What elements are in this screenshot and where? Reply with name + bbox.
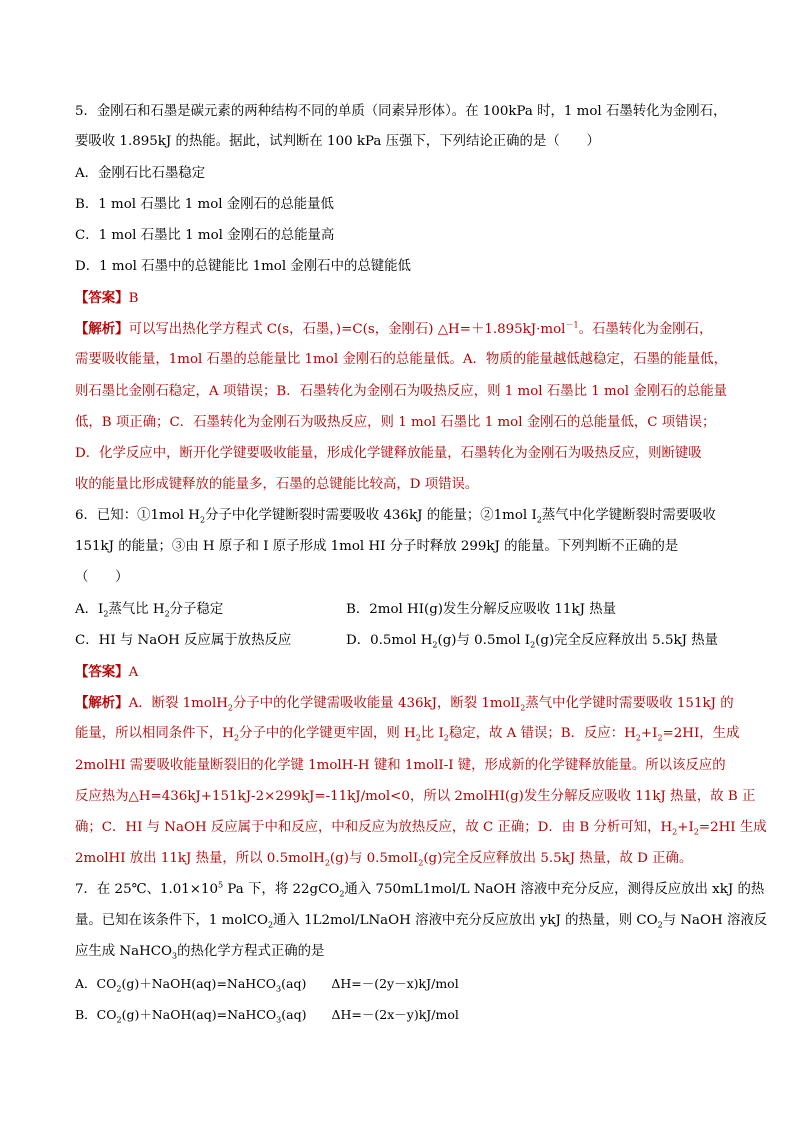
q7-stem-line-2: 量。已知在该条件下，1 molCO$_2$通入 1L2mol/LNaOH 溶液中充分反应放出 ykJ 的热量，则 $CO_2$与 NaOH 溶液反 [75,913,768,930]
q6-analysis-line-3: 2molHI 需要吸收能量断裂旧的化学键 1molH-H 键和 1molI-I 键，形成新的化学键释放能量。所以该反应的 [75,758,726,773]
answer-value: B [128,291,139,306]
q6-answer [75,664,138,681]
q6-option-d: D．0.5mol $H_2(g)$与 0.5mol $I_2(g)$完全反应释放出 5.5kJ 热量 [346,633,718,650]
q7-stem-line-3: 应生成 NaHCO$_3$的热化学方程式正确的是 [75,944,325,961]
q6-analysis-line-6: 2molHI 放出 11kJ 热量，所以 0.5molH$_2$(g)与 0.5molI$_2$(g)完全反应释放出 5.5kJ 热量，故 D 正确。 [75,851,693,868]
analysis-label: 【解析】 [75,321,129,337]
q6-analysis-line-2: 能量，所以相同条件下，$H_2$分子中的化学键更牢固，则 $H_2$比 $I_2$稳定，故 A 错误；B．反应：$H_2+I_2=2HI$，生成 [75,726,740,743]
q7-stem-line-1: 7．在 25℃、$1.01\times 10^5$ Pa 下，将 22gCO$_2$通入 750mL1mol/L NaOH 溶液中充分反应，测得反应放出 xkJ 的热 [75,880,765,899]
q7-option-b: B．$CO_2(g)+NaOH(aq)=NaHCO_3(aq)$ ΔH=－(2x－y)kJ/mol [75,1007,459,1025]
q6-analysis-line-1: 【解析】A．断裂 1molH$_2$分子中的化学键需吸收能量 436kJ，断裂 1molI$_2$蒸气中化学键时需要吸收 151kJ 的 [75,695,734,713]
q6-stem-line-2: 151kJ 的能量；③由 H 原子和 I 原子形成 1mol HI 分子时释放 299kJ 的能量。下列判断不正确的是 [75,539,679,554]
q5-answer [75,290,138,307]
q5-stem-line-1: 5．金刚石和石墨是碳元素的两种结构不同的单质（同素异形体）。在 100kPa 时，1 mol 石墨转化为金刚石， [75,104,727,119]
q5-option-c: C．1 mol 石墨比 1 mol 金刚石的总能量高 [75,228,335,243]
q5-option-b: B．1 mol 石墨比 1 mol 金刚石的总能量低 [75,197,334,212]
q6-option-a: A．$I_2$蒸气比 $H_2$分子稳定 [75,602,224,619]
q6-stem-line-3: （ ） [75,570,129,585]
q6-stem-line-1: 6．已知：①1mol $H_2$分子中化学键断裂时需要吸收 436kJ 的能量；②1mol $I_2$蒸气中化学键断裂时需要吸收 [75,508,716,525]
q5-analysis-line-2: 需要吸收能量，1mol 石墨的总能量比 1mol 金刚石的总能量低。A．物质的能量越低越稳定，石墨的能量低， [75,352,727,367]
answer-value: A [128,665,139,680]
q7-option-a: A．$CO_2(g)+NaOH(aq)=NaHCO_3(aq)$ ΔH=－(2y－x)kJ/mol [75,976,459,994]
q5-analysis-line-6: 收的能量比形成键释放的能量多，石墨的总键能比较高，D 项错误。 [75,477,479,492]
q5-analysis-line-3: 则石墨比金刚石稳定，A 项错误；B．石墨转化为金刚石为吸热反应，则 1 mol 石墨比 1 mol 金刚石的总能量 [75,384,728,399]
answer-label: 【答案】 [75,664,129,680]
q5-analysis-line-5: D．化学反应中，断开化学键要吸收能量，形成化学键释放能量，石墨转化为金刚石为吸热反应，则断键吸 [75,446,702,461]
q6-option-c: C．HI 与 NaOH 反应属于放热反应 [75,633,292,648]
answer-label: 【答案】 [75,290,129,306]
q6-analysis-line-5: 确；C．HI 与 NaOH 反应属于中和反应，中和反应为放热反应，故 C 正确；D．由 B 分析可知，$H_2+I_2=2HI$ 生成 [75,820,767,837]
q5-option-d: D．1 mol 石墨中的总键能比 1mol 金刚石中的总键能低 [75,259,411,274]
q5-option-a: A．金刚石比石墨稳定 [75,166,206,181]
q6-analysis-line-4: 反应热为△H=436kJ+151kJ-2×299kJ=-11kJ/mol<0，所以 2molHI(g)发生分解反应吸收 11kJ 热量，故 B 正 [75,789,756,804]
q5-analysis-line-1: 【解析】可以写出热化学方程式 C(s，石墨，)=C(s，金刚石) △H=＋1.895kJ·mol$^{-1}$。石墨转化为金刚石， [75,320,713,337]
q5-stem-line-2: 要吸收 1.895kJ 的热能。据此，试判断在 100 kPa 压强下，下列结论正确的是（ ） [75,134,600,149]
analysis-label: 【解析】 [75,695,129,711]
q6-option-b: B．2mol HI(g)发生分解反应吸收 11kJ 热量 [346,602,616,617]
q5-analysis-line-4: 低，B 项正确；C．石墨转化为金刚石为吸热反应，则 1 mol 石墨比 1 mol 金刚石的总能量低，C 项错误； [75,415,716,430]
